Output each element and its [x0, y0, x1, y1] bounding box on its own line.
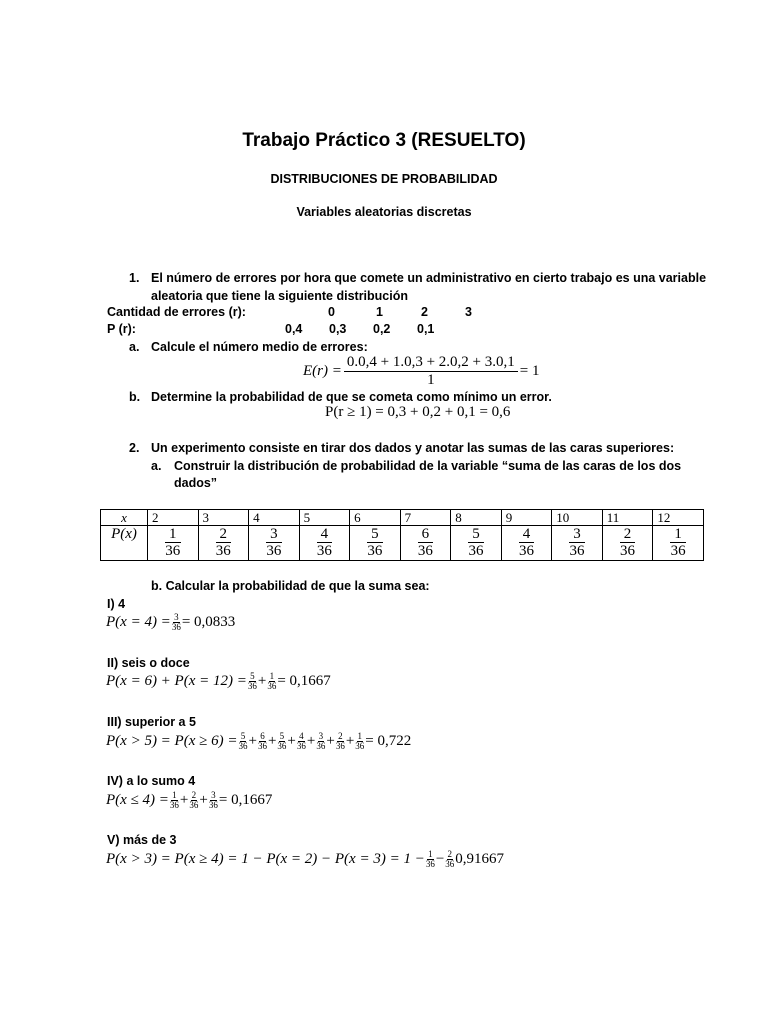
- table-cell-x: 10: [552, 510, 603, 526]
- section-heading: Variables aleatorias discretas: [296, 205, 472, 219]
- fraction-denominator: 36: [189, 800, 199, 811]
- q1-row1-label: Cantidad de errores (r):: [107, 305, 246, 319]
- q2b-ii-formula: [106, 672, 331, 692]
- small-fraction: [248, 672, 257, 692]
- small-fraction: [189, 791, 198, 811]
- operator: +: [248, 733, 257, 750]
- small-fraction: [355, 732, 364, 752]
- table-cell-p: [299, 526, 350, 561]
- p-numerator: 1: [670, 526, 686, 543]
- operator: +: [287, 733, 296, 750]
- fraction-denominator: 36: [296, 741, 306, 752]
- fraction-numerator: 3: [174, 612, 179, 622]
- q1b-text: Determine la probabilidad de que se cometa como mínimo un error.: [151, 390, 552, 404]
- q1a-label: a.: [129, 340, 140, 354]
- q2a-label: a.: [151, 459, 162, 473]
- q1a-numerator: 0.0,4 + 1.0,3 + 2.0,2 + 3.0,1: [344, 354, 518, 372]
- table-header-p: P(x): [101, 526, 148, 561]
- q1-text-line1: El número de errores por hora que comete un administrativo en cierto trabajo es una variable: [151, 271, 707, 285]
- small-fraction: [297, 732, 306, 752]
- q1a-formula: [303, 354, 539, 388]
- small-fraction: [277, 732, 286, 752]
- table-cell-p: [653, 526, 704, 561]
- q2b-i-formula: [106, 613, 235, 633]
- q2b-iii-formula: [106, 732, 411, 752]
- fraction-numerator: 1: [269, 671, 275, 681]
- q2b-ii-lhs: P(x = 6) + P(x = 12) =: [106, 673, 247, 690]
- table-cell-x: 12: [653, 510, 704, 526]
- p-denominator: 36: [165, 543, 181, 559]
- fraction-denominator: 36: [171, 622, 181, 633]
- p-numerator: 5: [367, 526, 383, 543]
- small-fraction: [316, 732, 325, 752]
- distribution-table: [100, 509, 704, 561]
- fraction-denominator: 36: [267, 681, 277, 692]
- table-cell-x: 7: [400, 510, 451, 526]
- p-denominator: 36: [518, 543, 534, 559]
- q1a-result: = 1: [519, 362, 540, 379]
- small-fraction: [172, 613, 181, 633]
- table-cell-p: [602, 526, 653, 561]
- q2b-v-label: V) más de 3: [107, 833, 177, 847]
- fraction-denominator: 36: [425, 859, 435, 870]
- fraction-denominator: 36: [169, 800, 179, 811]
- operator: +: [306, 733, 316, 750]
- small-fraction: [170, 791, 179, 811]
- q2-number: 2.: [129, 441, 140, 455]
- p-denominator: 36: [670, 543, 686, 559]
- operator: +: [199, 792, 208, 809]
- fraction-denominator: 36: [316, 741, 326, 752]
- table-cell-x: 4: [249, 510, 300, 526]
- q1a-fraction: [344, 354, 518, 388]
- operator: +: [326, 733, 335, 750]
- fraction-numerator: 3: [318, 731, 324, 741]
- operator: +: [179, 792, 189, 809]
- q1b-formula: P(r ≥ 1) = 0,3 + 0,2 + 0,1 = 0,6: [325, 404, 511, 420]
- small-fraction: [209, 791, 218, 811]
- page-subtitle: DISTRIBUCIONES DE PROBABILIDAD: [270, 172, 498, 186]
- p-denominator: 36: [468, 543, 484, 559]
- fraction-denominator: 36: [277, 741, 287, 752]
- operator: +: [345, 733, 355, 750]
- fraction-denominator: 36: [335, 741, 345, 752]
- fraction-numerator: 1: [357, 731, 363, 741]
- q1a-text: Calcule el número medio de errores:: [151, 340, 368, 354]
- fraction-denominator: 36: [355, 741, 365, 752]
- q2-text: Un experimento consiste en tirar dos dados y anotar las sumas de las caras superiores:: [151, 441, 675, 455]
- fraction-numerator: 5: [279, 731, 285, 741]
- q2b-v-lhs: P(x > 3) = P(x ≥ 4) = 1 − P(x = 2) − P(x = 3) = 1 −: [106, 851, 425, 868]
- q2b-ii-result: = 0,1667: [277, 673, 331, 690]
- q1-row2-value: 0,4: [285, 322, 303, 336]
- fraction-numerator: 2: [338, 731, 343, 741]
- q1-row2-value: 0,1: [417, 322, 435, 336]
- q2b-text: b. Calcular la probabilidad de que la suma sea:: [151, 579, 430, 593]
- small-fraction: [426, 850, 435, 870]
- q1-number: 1.: [129, 271, 140, 285]
- table-cell-p: [552, 526, 603, 561]
- small-fraction: [258, 732, 267, 752]
- page-title: Trabajo Práctico 3 (RESUELTO): [242, 130, 526, 151]
- p-denominator: 36: [569, 543, 585, 559]
- q1a-denominator: 1: [427, 371, 435, 388]
- table-header-x: x: [101, 510, 148, 526]
- fraction-denominator: 36: [238, 741, 248, 752]
- table-cell-p: [350, 526, 401, 561]
- p-numerator: 3: [266, 526, 282, 543]
- q2b-iv-lhs: P(x ≤ 4) =: [106, 792, 169, 809]
- q2b-i-lhs: P(x = 4) =: [106, 614, 171, 631]
- small-fraction: [267, 672, 276, 692]
- table-cell-x: 6: [350, 510, 401, 526]
- fraction-numerator: 1: [428, 849, 433, 859]
- q2a-text-line2: dados”: [174, 476, 218, 490]
- p-numerator: 2: [620, 526, 636, 543]
- table-row-x: [101, 510, 704, 526]
- fraction-denominator: 36: [445, 859, 455, 870]
- fraction-numerator: 5: [250, 671, 255, 681]
- fraction-denominator: 36: [257, 741, 267, 752]
- q2b-iii-result: = 0,722: [365, 733, 412, 750]
- fraction-denominator: 36: [247, 681, 257, 692]
- p-denominator: 36: [620, 543, 636, 559]
- p-denominator: 36: [316, 543, 332, 559]
- q2a-text-line1: Construir la distribución de probabilidad de la variable “suma de las caras de los dos: [174, 459, 682, 473]
- q1b-label: b.: [129, 390, 141, 404]
- q1-row2-label: P (r):: [107, 322, 136, 336]
- p-numerator: 4: [519, 526, 535, 543]
- q1a-lhs: E(r) =: [303, 362, 342, 379]
- fraction-numerator: 2: [191, 790, 197, 800]
- fraction-numerator: 3: [211, 790, 216, 800]
- table-row-p: [101, 526, 704, 561]
- small-fraction: [445, 850, 454, 870]
- fraction-numerator: 4: [299, 731, 304, 741]
- p-denominator: 36: [215, 543, 231, 559]
- fraction-numerator: 6: [260, 731, 265, 741]
- fraction-numerator: 5: [240, 731, 246, 741]
- q1-row2-value: 0,2: [373, 322, 391, 336]
- table-cell-p: [451, 526, 502, 561]
- table-cell-x: 3: [198, 510, 249, 526]
- table-cell-p: [400, 526, 451, 561]
- p-denominator: 36: [417, 543, 433, 559]
- p-numerator: 5: [468, 526, 484, 543]
- q2b-iv-formula: [106, 791, 272, 811]
- table-cell-x: 5: [299, 510, 350, 526]
- p-numerator: 1: [165, 526, 181, 543]
- fraction-numerator: 1: [172, 790, 177, 800]
- table-cell-x: 8: [451, 510, 502, 526]
- small-fraction: [238, 732, 247, 752]
- q1-text-line2: aleatoria que tiene la siguiente distribución: [151, 289, 409, 303]
- p-numerator: 2: [216, 526, 232, 543]
- q1-row1-value: 0: [328, 305, 335, 319]
- p-numerator: 4: [317, 526, 333, 543]
- table-cell-x: 9: [501, 510, 552, 526]
- q2b-iv-label: IV) a lo sumo 4: [107, 774, 196, 788]
- table-cell-p: [148, 526, 199, 561]
- table-cell-p: [249, 526, 300, 561]
- operator: +: [267, 733, 277, 750]
- table-cell-p: [501, 526, 552, 561]
- q1-row2-value: 0,3: [329, 322, 347, 336]
- operator: −: [435, 851, 445, 868]
- q1-row1-value: 3: [465, 305, 472, 319]
- q2b-v-result: 0,91667: [455, 851, 505, 868]
- q2b-iii-label: III) superior a 5: [107, 715, 196, 729]
- p-denominator: 36: [266, 543, 282, 559]
- q1-row1-value: 2: [421, 305, 428, 319]
- p-denominator: 36: [367, 543, 383, 559]
- table-cell-p: [198, 526, 249, 561]
- table-cell-x: 11: [602, 510, 653, 526]
- p-numerator: 3: [569, 526, 585, 543]
- q2b-v-formula: [106, 850, 504, 870]
- q2b-iv-result: = 0,1667: [218, 792, 273, 809]
- p-numerator: 6: [418, 526, 434, 543]
- q1-row1-value: 1: [376, 305, 383, 319]
- small-fraction: [336, 732, 345, 752]
- q2b-ii-label: II) seis o doce: [107, 656, 190, 670]
- q2b-i-label: I) 4: [107, 597, 126, 611]
- fraction-numerator: 2: [447, 849, 453, 859]
- fraction-denominator: 36: [208, 800, 218, 811]
- operator: +: [257, 673, 267, 690]
- q2b-iii-lhs: P(x > 5) = P(x ≥ 6) =: [106, 733, 238, 750]
- q2b-i-result: = 0,0833: [181, 614, 236, 631]
- table-cell-x: 2: [148, 510, 199, 526]
